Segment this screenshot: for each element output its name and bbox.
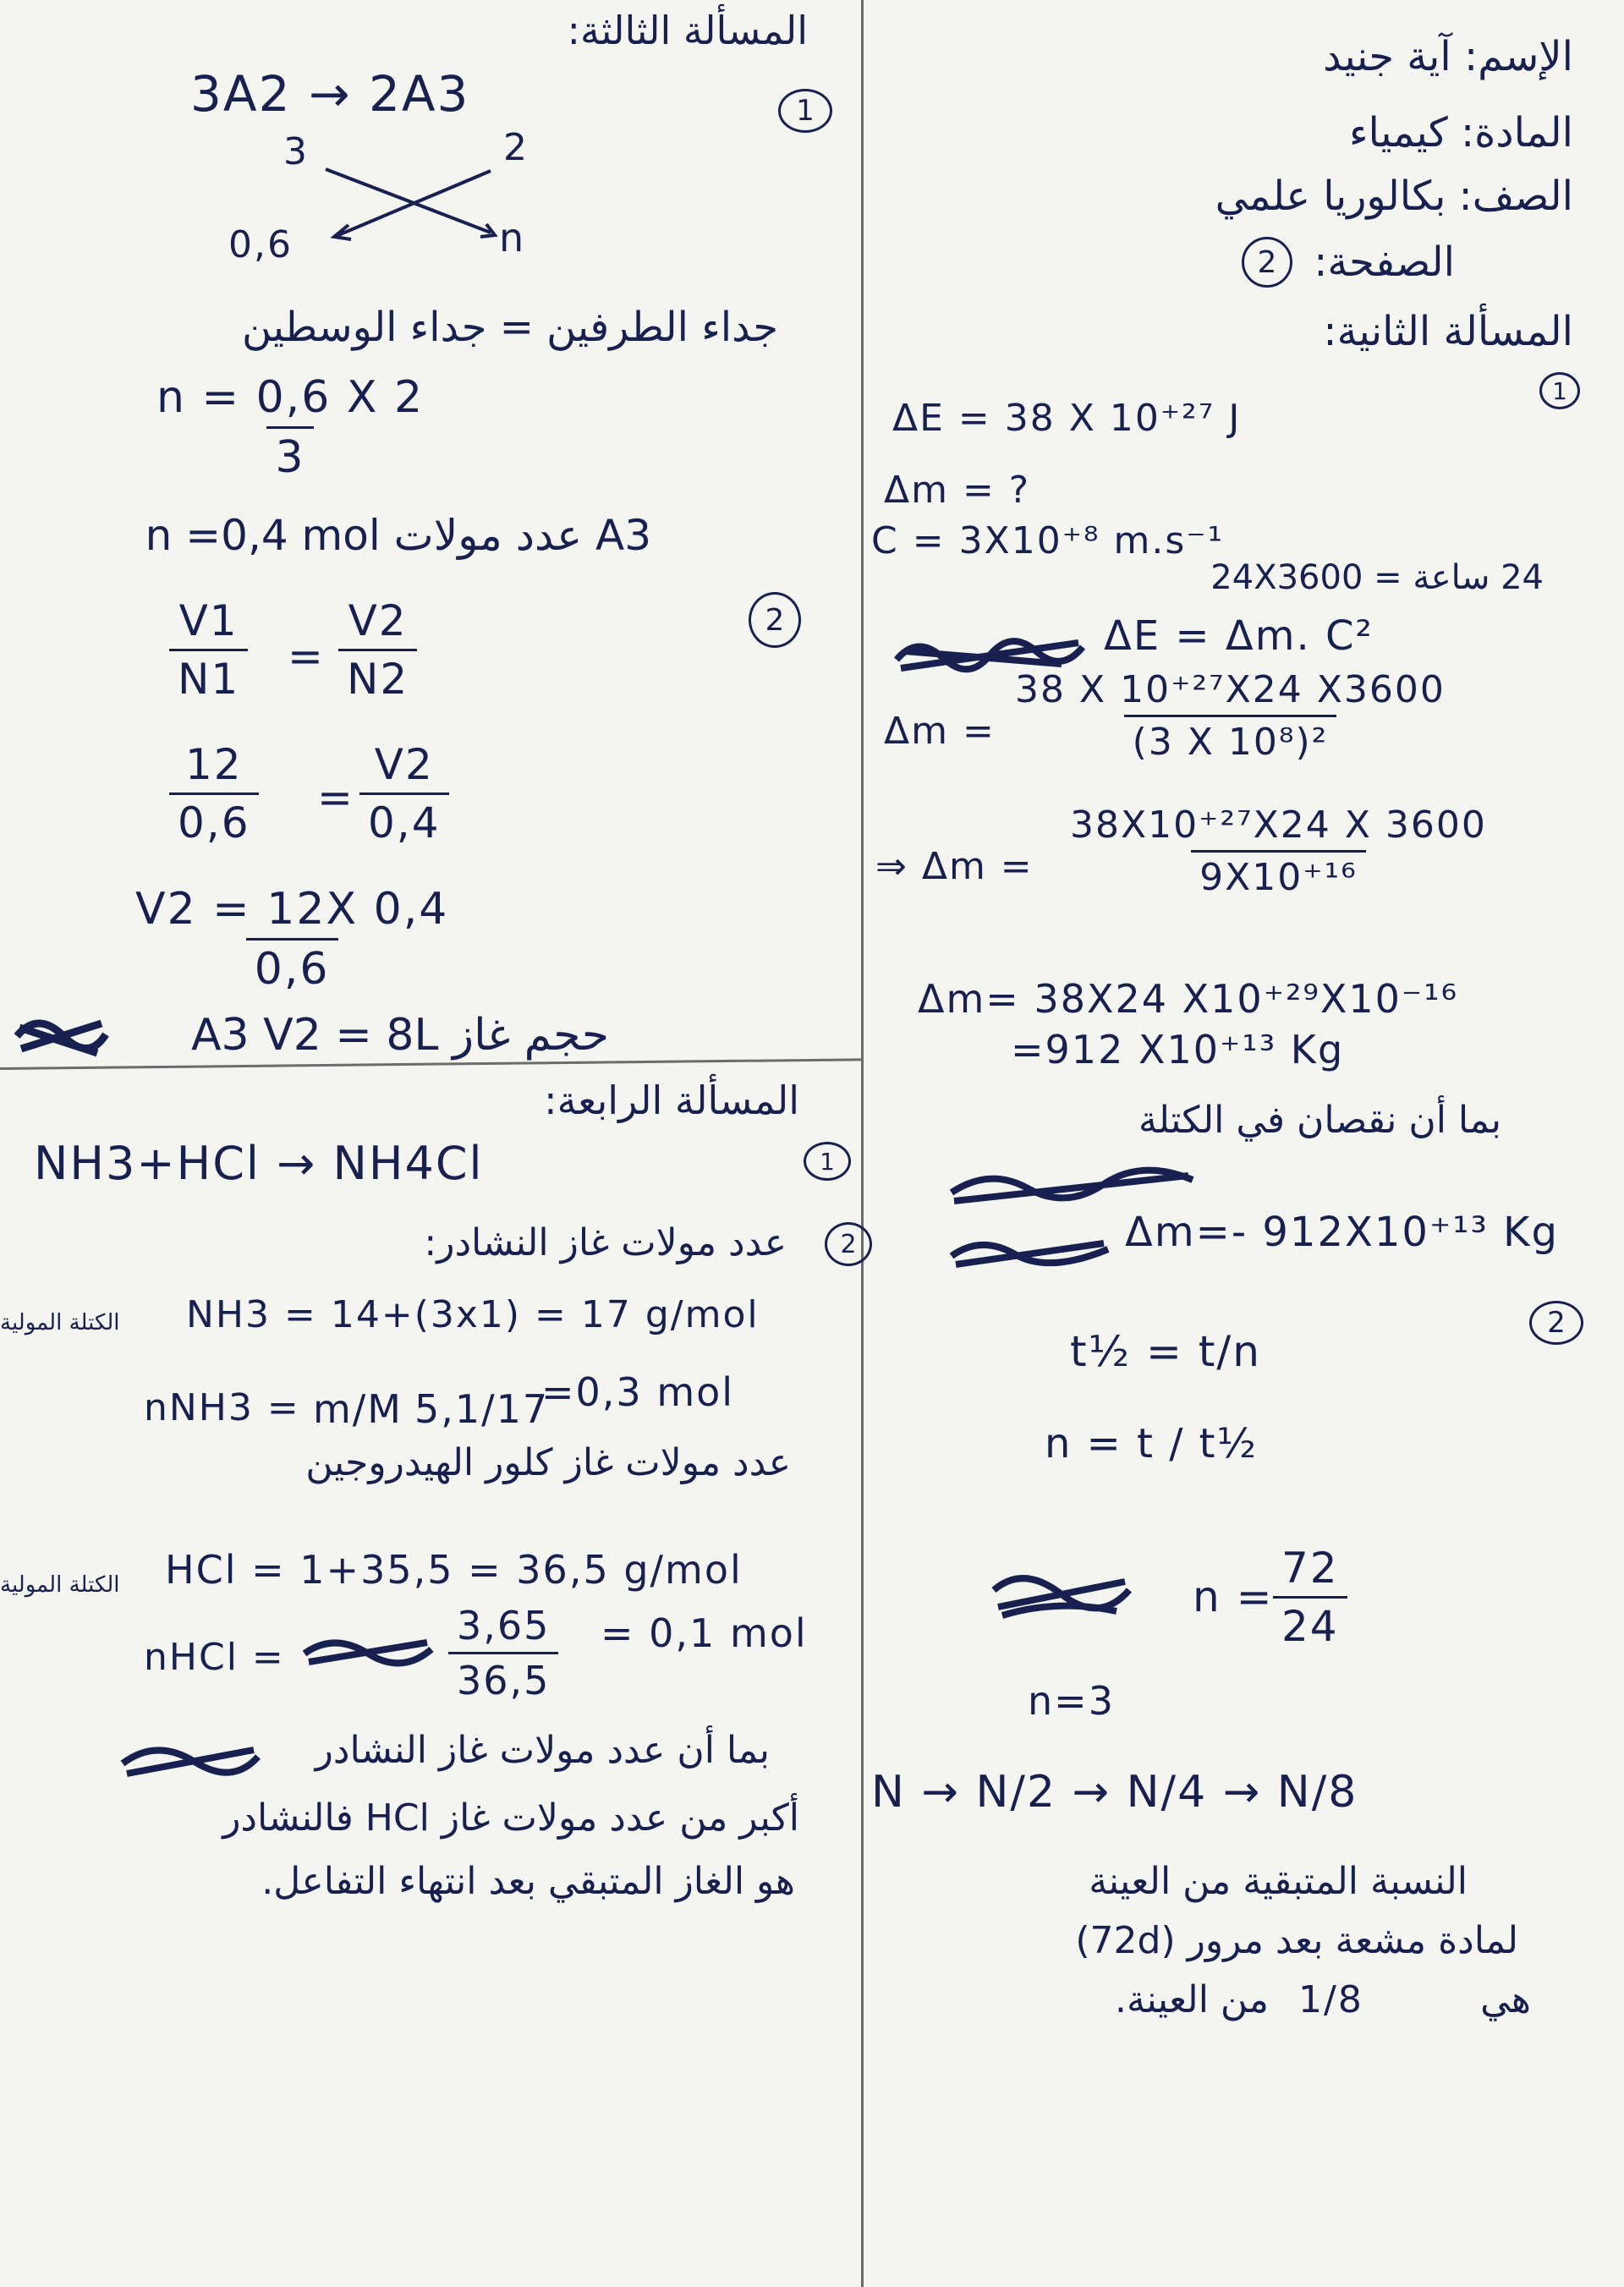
q2-decay-chain: N → N/2 → N/4 → N/8: [871, 1767, 1358, 1818]
q2-given-mass: Δm = ?: [884, 469, 1031, 512]
molar-mass-label: الكتلة المولية: [0, 1572, 120, 1598]
vertical-divider: [861, 0, 864, 2287]
q2-part1-marker: 1: [1539, 372, 1580, 409]
q2-step2-lhs: ⇒ Δm =: [875, 845, 1034, 888]
q2-step1-fraction: $\frac{\text{38 X 10⁺²⁷X24 X3600}}{\text{(3 X 10⁸)²}}$: [1015, 668, 1446, 764]
q2-n-calc-lhs: n =: [1193, 1572, 1274, 1621]
q2-given-speed: C = 3X10⁺⁸ m.s⁻¹: [871, 519, 1225, 562]
student-name: الإسم: آية جنيد: [1323, 33, 1573, 80]
q2-conclusion-line2: لمادة مشعة بعد مرور (72d): [1075, 1919, 1518, 1962]
q4-equation: NH3+HCl → NH4Cl: [34, 1137, 484, 1190]
q4-conclusion-line1: بما أن عدد مولات غاز النشادر: [315, 1729, 770, 1772]
class-line: الصف: بكالوريا علمي: [1215, 173, 1573, 220]
q4-nh3-molar-mass: NH3 = 14+(3x1) = 17 g/mol: [186, 1293, 760, 1336]
q3-sub-right: $\frac{V2}{0,4}$: [359, 740, 449, 847]
q4-nh3-moles-title: عدد مولات غاز النشادر:: [424, 1221, 787, 1264]
q2-half-life-formula: t½ = t/n: [1070, 1327, 1261, 1376]
q3-v2-fraction: $\frac{V2 = 12X 0,4}{0,6}$: [135, 884, 449, 995]
q4-part2-marker: 2: [825, 1222, 872, 1266]
scribble-mark: [300, 1632, 436, 1670]
q3-cross-rule: جداء الطرفين = جداء الوسطين: [242, 304, 778, 351]
q4-hcl-moles-title: عدد مولات غاز كلور الهيدروجين: [305, 1441, 791, 1484]
q3-cross-top-left: 3: [283, 130, 309, 173]
equals-sign: =: [288, 632, 325, 681]
q2-step3: Δm= 38X24 X10⁺²⁹X10⁻¹⁶: [918, 976, 1459, 1022]
page-label: الصفحة:: [1314, 239, 1455, 286]
q2-title: المسألة الثانية:: [1323, 308, 1573, 355]
q2-n-result: n=3: [1028, 1678, 1115, 1724]
q4-n-nh3-lhs: nNH3 =: [144, 1386, 300, 1429]
cross-multiply-arrows: [321, 161, 499, 245]
q2-step4: =912 X10⁺¹³ Kg: [1011, 1027, 1345, 1072]
q2-time-conversion: 24 ساعة = 24X3600: [1210, 558, 1544, 597]
scribble-mark: [118, 1738, 262, 1780]
page-number-circle: [1242, 237, 1292, 288]
q2-mass-loss-note: بما أن نقصان في الكتلة: [1138, 1099, 1501, 1142]
q4-conclusion-line2: أكبر من عدد مولات غاز HCl فالنشادر: [222, 1796, 799, 1840]
q2-conclusion-line1: النسبة المتبقية من العينة: [1089, 1860, 1468, 1903]
equals-sign: =: [317, 773, 354, 822]
q2-final-mass: Δm=- 912X10⁺¹³ Kg: [1125, 1209, 1559, 1256]
q2-conclusion-fraction: 1/8: [1298, 1978, 1363, 2021]
q2-given-energy: ΔE = 38 X 10⁺²⁷ J: [892, 397, 1242, 440]
q3-v2-result: حجم غاز A3 V2 = 8L: [190, 1010, 609, 1061]
q4-conclusion-line3: هو الغاز المتبقي بعد انتهاء التفاعل.: [261, 1860, 795, 1903]
q2-conclusion-pre: هي: [1480, 1978, 1531, 2021]
q2-einstein-formula: ΔE = Δm. C²: [1104, 612, 1374, 660]
q3-cross-bottom-right: n: [499, 215, 526, 261]
q3-sub-left: $\frac{12}{0,6}$: [169, 740, 259, 847]
q3-equation: 3A2 → 2A3: [190, 65, 470, 123]
q4-hcl-molar-mass: HCl = 1+35,5 = 36,5 g/mol: [165, 1547, 743, 1593]
q3-moles: A3 عدد مولات n =0,4 mol: [145, 511, 651, 560]
q4-n-nh3-formula: m/M: [313, 1386, 403, 1432]
subject-line: المادة: كيمياء: [1348, 109, 1573, 156]
q3-ratio-v1: $\frac{V1}{N1}$: [169, 596, 248, 704]
page-number: 2: [1257, 244, 1277, 280]
q4-part1-marker: 1: [804, 1142, 851, 1181]
q2-n-expression: n = t / t½: [1045, 1420, 1259, 1467]
q4-n-nh3-result: =0,3 mol: [541, 1369, 735, 1415]
q3-title: المسألة الثالثة:: [567, 8, 808, 53]
q4-title: المسألة الرابعة:: [544, 1078, 799, 1123]
q2-step1-lhs: Δm =: [884, 710, 996, 753]
q4-n-hcl-lhs: nHCl =: [144, 1636, 285, 1679]
scribble-mark: [13, 1011, 110, 1061]
q3-part2-marker: 2: [749, 592, 801, 648]
molar-mass-label: الكتلة المولية: [0, 1310, 120, 1335]
q3-n-fraction: $\frac{n = 0,6 X 2}{3}$: [156, 372, 425, 483]
q3-part1-marker: 1: [778, 89, 832, 133]
q2-conclusion-post: من العينة.: [1114, 1978, 1269, 2021]
q3-cross-bottom-left: 0,6: [228, 223, 293, 266]
q3-cross-top-right: 2: [503, 126, 529, 169]
scribble-mark: [947, 1163, 1201, 1209]
q2-n-calc-fraction: $\frac{72}{24}$: [1273, 1544, 1347, 1651]
q2-part2-marker: 2: [1529, 1301, 1583, 1345]
scribble-mark: [947, 1231, 1116, 1273]
q4-n-hcl-result: = 0,1 mol: [601, 1610, 808, 1656]
scribble-mark: [990, 1565, 1133, 1624]
q4-n-nh3-values: 5,1/17: [414, 1386, 550, 1432]
q4-n-hcl-fraction: $\frac{3,65}{36,5}$: [448, 1603, 558, 1703]
q2-step2-fraction: $\frac{\text{38X10⁺²⁷X24 X 3600}}{\text{9X10⁺¹⁶}}$: [1070, 803, 1487, 899]
q3-ratio-v2: $\frac{V2}{N2}$: [338, 596, 417, 704]
